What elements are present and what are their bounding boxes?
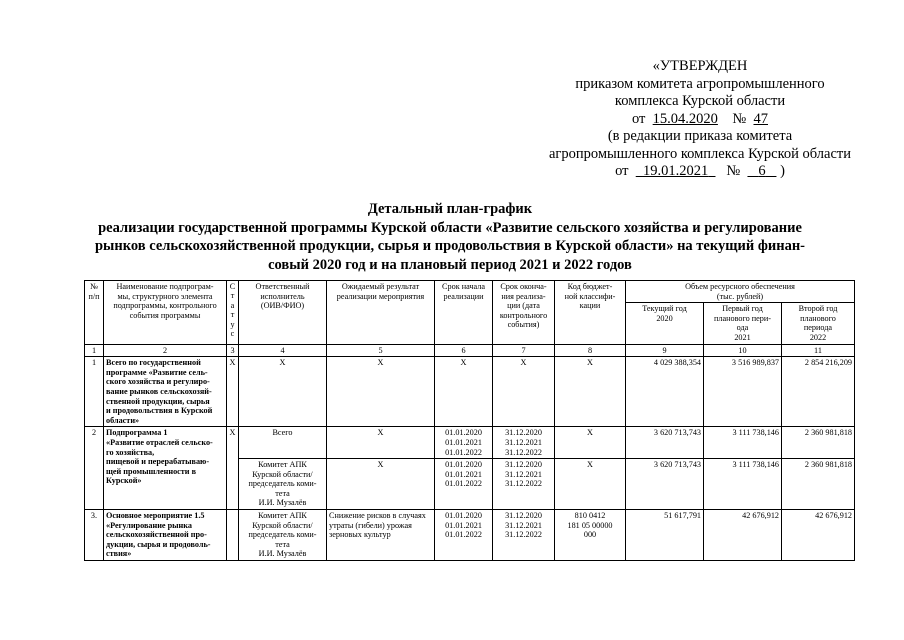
- col-number: 4: [239, 344, 327, 357]
- header-executor: Ответственный исполнитель (ОИВ/ФИО): [239, 281, 327, 345]
- row-2020: 3 620 713,743: [626, 427, 704, 459]
- row-2020: 4 029 388,354: [626, 357, 704, 427]
- edition-date-line: от 19.01.2021 № 6 ): [615, 163, 785, 179]
- row-name: Основное мероприятие 1.5 «Регулирование рынка сельскохозяйственной про- дукции, сырья и продоволь- ствия»: [104, 510, 227, 561]
- row-result: Х: [327, 427, 435, 459]
- header-2022: Второй год планового периода 2022: [782, 303, 855, 344]
- table-row: [85, 357, 855, 427]
- header-result: Ожидаемый результат реализации мероприятия: [327, 281, 435, 345]
- title-line-2: реализации государственной программы Курской области «Развитие сельского хозяйства и регулирование: [98, 219, 802, 236]
- row-name: Всего по государственной программе «Развитие сель- ского хозяйства и регулиро- вание рынков сельскохозяй- ственной продукции, сырья и продовольствия в Курской области»: [104, 357, 227, 427]
- col-number: 3: [227, 344, 239, 357]
- approval-line-1: «УТВЕРЖДЕН: [652, 58, 748, 74]
- row-2020: 51 617,791: [626, 510, 704, 561]
- row-executor: Х: [239, 357, 327, 427]
- header-row-1: [85, 281, 855, 303]
- row-num: 2: [85, 427, 104, 510]
- row-start: Х: [435, 357, 493, 427]
- row-status: Х: [227, 357, 239, 427]
- row-code: Х: [555, 357, 626, 427]
- approval-line-3: комплекса Курской области: [614, 93, 786, 109]
- row-status: Х: [227, 427, 239, 510]
- edition-line-1: (в редакции приказа комитета: [607, 128, 793, 144]
- header-2020: Текущий год 2020: [626, 303, 704, 344]
- row-name: Подпрограмма 1 «Развитие отраслей сельско- го хозяйства, пищевой и перерабатываю- щей промышленности в Курской»: [104, 427, 227, 510]
- row-executor: Всего: [239, 427, 327, 459]
- title-line-3: рынков сельскохозяйственной продукции, сырья и продовольствия в Курской области» на текущий финан-: [94, 238, 806, 254]
- edition-line-2: агропромышленного комплекса Курской области: [548, 145, 852, 162]
- row-end: Х: [493, 357, 555, 427]
- row-2022: 2 360 981,818: [782, 427, 855, 459]
- col-number: 6: [435, 344, 493, 357]
- row-num: 3.: [85, 510, 104, 561]
- col-number: 8: [555, 344, 626, 357]
- col-number: 10: [704, 344, 782, 357]
- column-number-row: [85, 344, 855, 357]
- row-2021: 3 111 738,146: [704, 459, 782, 510]
- row-2022: 2 360 981,818: [782, 459, 855, 510]
- edition-number: 6: [758, 163, 766, 179]
- col-number: 11: [782, 344, 855, 357]
- header-budget-code: Код бюджет- ной классифи- кации: [555, 281, 626, 345]
- title-line-4: совый 2020 год и на плановый период 2021 и 2022 годов: [268, 256, 632, 273]
- col-number: 9: [626, 344, 704, 357]
- row-2022: 2 854 216,209: [782, 357, 855, 427]
- header-funding: Объем ресурсного обеспечения (тыс. рублей): [626, 281, 855, 303]
- col-number: 2: [104, 344, 227, 357]
- header-start: Срок начала реализации: [435, 281, 493, 345]
- row-2021: 3 111 738,146: [704, 427, 782, 459]
- row-status: [227, 510, 239, 561]
- header-2021: Первый год планового пери- ода 2021: [704, 303, 782, 344]
- table-row: [85, 510, 855, 561]
- approval-date: 15.04.2020: [652, 110, 718, 127]
- approval-date-line: от 15.04.2020 № 47: [632, 110, 768, 127]
- row-2022: 42 676,912: [782, 510, 855, 561]
- table-row: [85, 427, 855, 459]
- col-number: 1: [85, 344, 104, 357]
- document-title: [60, 200, 840, 274]
- row-code: 810 0412 181 05 00000 000: [555, 510, 626, 561]
- header-status: С т а т у с: [227, 281, 239, 345]
- row-result: Снижение рисков в случаях утраты (гибели) урожая зерновых культур: [327, 510, 435, 561]
- title-line-1: Детальный план-график: [367, 201, 533, 217]
- row-result: Х: [327, 459, 435, 510]
- approval-number: 47: [753, 110, 768, 127]
- row-executor: Комитет АПК Курской области/ председатель коми- тета И.И. Музалёв: [239, 459, 327, 510]
- row-executor: Комитет АПК Курской области/ председатель коми- тета И.И. Музалёв: [239, 510, 327, 561]
- row-code: Х: [555, 459, 626, 510]
- row-end: 31.12.2020 31.12.2021 31.12.2022: [493, 459, 555, 510]
- approval-line-2: приказом комитета агропромышленного: [575, 75, 825, 92]
- row-2020: 3 620 713,743: [626, 459, 704, 510]
- row-start: 01.01.2020 01.01.2021 01.01.2022: [435, 510, 493, 561]
- row-2021: 3 516 989,837: [704, 357, 782, 427]
- col-number: 7: [493, 344, 555, 357]
- plan-schedule-table: [84, 280, 855, 561]
- row-start: 01.01.2020 01.01.2021 01.01.2022: [435, 459, 493, 510]
- row-code: Х: [555, 427, 626, 459]
- approval-block: [500, 58, 900, 181]
- row-2021: 42 676,912: [704, 510, 782, 561]
- row-num: 1: [85, 357, 104, 427]
- row-start: 01.01.2020 01.01.2021 01.01.2022: [435, 427, 493, 459]
- header-num: № п/п: [85, 281, 104, 345]
- header-end: Срок оконча- ния реализа- ции (дата контрольного события): [493, 281, 555, 345]
- edition-date: 19.01.2021: [642, 163, 709, 179]
- row-result: Х: [327, 357, 435, 427]
- row-end: 31.12.2020 31.12.2021 31.12.2022: [493, 427, 555, 459]
- header-name: Наименование подпрограм- мы, структурного элемента подпрограммы, контрольного события программы: [104, 281, 227, 345]
- row-end: 31.12.2020 31.12.2021 31.12.2022: [493, 510, 555, 561]
- col-number: 5: [327, 344, 435, 357]
